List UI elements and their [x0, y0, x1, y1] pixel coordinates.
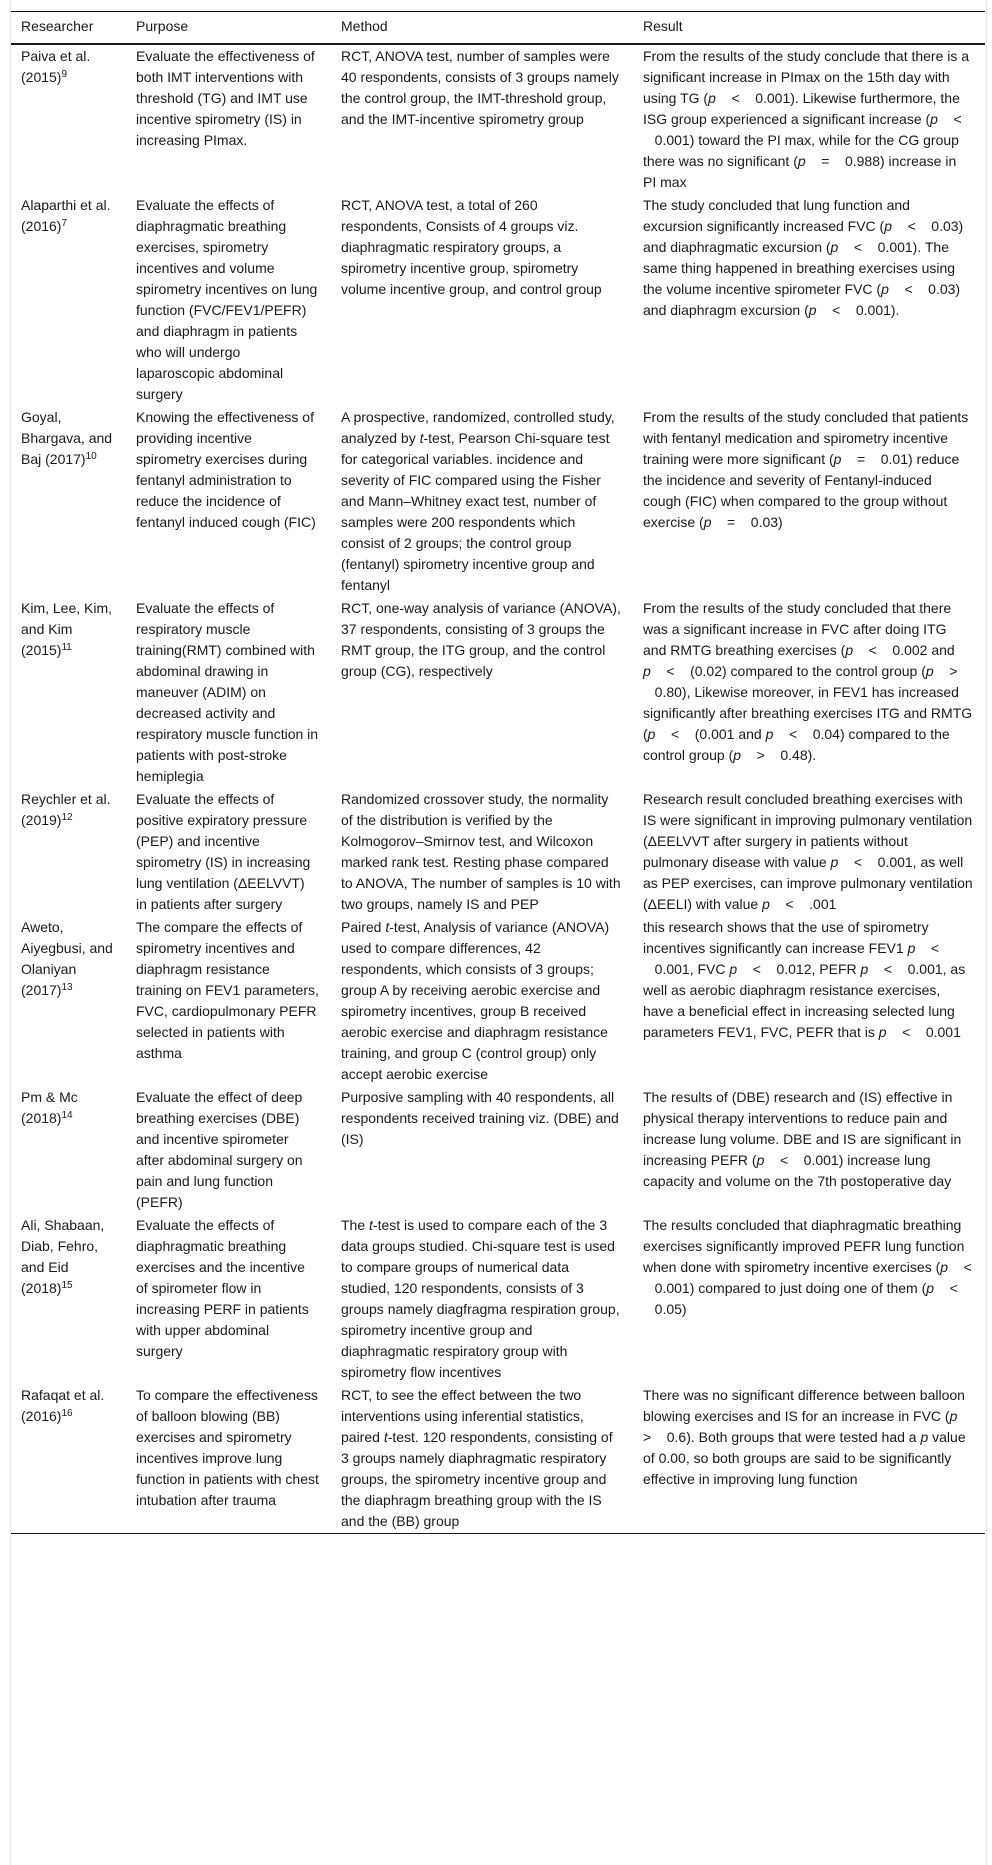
researcher-text: Ali, Shabaan, Diab, Fehro, and Eid (2018) — [21, 1217, 105, 1296]
result-text: The results concluded that diaphragmatic breathing exercises significantly improved PEFR lung function when done with spirometry incentive exercises (p < 0.001) compared to just doing one of them (p < 0.05) — [643, 1217, 972, 1317]
table-row — [11, 44, 985, 194]
purpose-cell — [126, 916, 331, 1086]
method-text: Randomized crossover study, the normality of the distribution is verified by the Kolmogorov–Smirnov test, and Wilcoxon marked rank test. Resting phase compared to ANOVA, The number of samples is 10 with two groups, namely IS and PEP — [341, 791, 621, 912]
researcher-cell — [11, 406, 126, 597]
table-row — [11, 597, 985, 788]
table-row — [11, 788, 985, 916]
reference-superscript[interactable]: 16 — [61, 1408, 73, 1419]
researcher-cell — [11, 597, 126, 788]
result-text: From the results of the study conclude that there is a significant increase in PImax on the 15th day with using TG (p < 0.001). Likewise furthermore, the ISG group experienced a significant increase (p < 0.001) toward the PI max, while for the CG group there was no significant (p = 0.988) increase in PI max — [643, 48, 970, 190]
table-row — [11, 1086, 985, 1214]
purpose-cell — [126, 194, 331, 406]
header-method: Method — [331, 12, 633, 45]
researcher-cell — [11, 1214, 126, 1384]
purpose-text: To compare the effectiveness of balloon blowing (BB) exercises and spirometry incentives improve lung function in patients with chest intubation after trauma — [136, 1387, 319, 1508]
purpose-cell — [126, 406, 331, 597]
result-cell — [633, 194, 985, 406]
result-cell — [633, 597, 985, 788]
table-row — [11, 406, 985, 597]
purpose-text: Evaluate the effects of positive expiratory pressure (PEP) and incentive spirometry (IS) in increasing lung ventilation (ΔEELVVT) in patients after surgery — [136, 791, 311, 912]
result-text: There was no significant difference between balloon blowing exercises and IS for an increase in FVC (p > 0.6). Both groups that were tested had a p value of 0.00, so both groups are said to be significantly effective in improving lung function — [643, 1387, 970, 1487]
reference-superscript[interactable]: 9 — [61, 69, 68, 80]
purpose-cell — [126, 44, 331, 194]
method-cell — [331, 597, 633, 788]
method-cell — [331, 1086, 633, 1214]
researcher-text: Reychler et al. (2019) — [21, 791, 111, 828]
method-cell — [331, 406, 633, 597]
researcher-text: Paiva et al. (2015) — [21, 48, 91, 85]
method-text: RCT, ANOVA test, number of samples were 40 respondents, consists of 3 groups namely the control group, the IMT-threshold group, and the IMT-incentive spirometry group — [341, 48, 619, 127]
result-text: From the results of the study concluded that patients with fentanyl medication and spirometry incentive training were more significant (p = 0.01) reduce the incidence and severity of Fentanyl-induced cough (FIC) when compared to the group without exercise (p = 0.03) — [643, 409, 969, 530]
researcher-cell — [11, 1384, 126, 1534]
purpose-text: Evaluate the effectiveness of both IMT interventions with threshold (TG) and IMT use incentive spirometry (IS) in increasing PImax. — [136, 48, 315, 148]
reference-superscript[interactable]: 12 — [61, 812, 73, 823]
method-cell — [331, 1384, 633, 1534]
method-text: RCT, ANOVA test, a total of 260 respondents, Consists of 4 groups viz. diaphragmatic respiratory groups, a spirometry incentive group, spirometry volume incentive group, and control group — [341, 197, 602, 297]
method-cell — [331, 916, 633, 1086]
table-row — [11, 1214, 985, 1384]
result-cell — [633, 44, 985, 194]
reference-superscript[interactable]: 7 — [61, 218, 68, 229]
result-text: Research result concluded breathing exercises with IS were significant in improving pulmonary ventilation (ΔEELVVT after surgery in patients without pulmonary disease with value p < 0.001, as well as PEP exercises, can improve pulmonary ventilation (ΔEELI) with value p < .001 — [643, 791, 973, 912]
result-cell — [633, 788, 985, 916]
result-cell — [633, 916, 985, 1086]
purpose-text: Knowing the effectiveness of providing incentive spirometry exercises during fentanyl administration to reduce the incidence of fentanyl induced cough (FIC) — [136, 409, 316, 530]
result-cell — [633, 1384, 985, 1534]
reference-superscript[interactable]: 14 — [61, 1110, 73, 1121]
method-text: The t-test is used to compare each of the 3 data groups studied. Chi-square test is used to compare groups of numerical data studied, 120 respondents, consists of 3 groups namely diagfragma respiration group, spirometry incentive group and diaphragmatic respiratory group with spirometry flow incentives — [341, 1217, 620, 1380]
method-cell — [331, 788, 633, 916]
method-text: RCT, to see the effect between the two interventions using inferential statistics, paired t-test. 120 respondents, consisting of 3 groups namely diaphragmatic respiratory groups, the spirometry incentive group and the diaphragm breathing group with the IS and the (BB) group — [341, 1387, 613, 1529]
method-text: Paired t-test, Analysis of variance (ANOVA) used to compare differences, 42 respondents, which consists of 3 groups; group A by receiving aerobic exercise and spirometry incentives, group B received aerobic exercise and diaphragm resistance training, and group C (control group) only accept aerobic exercise — [341, 919, 610, 1082]
header-purpose: Purpose — [126, 12, 331, 45]
purpose-cell — [126, 1384, 331, 1534]
header-researcher: Researcher — [11, 12, 126, 45]
method-cell — [331, 194, 633, 406]
result-text: The study concluded that lung function and excursion significantly increased FVC (p < 0.03) and diaphragmatic excursion (p < 0.001). The same thing happened in breathing exercises using the volume incentive spirometer FVC (p < 0.03) and diaphragm excursion (p < 0.001). — [643, 197, 964, 318]
result-text: The results of (DBE) research and (IS) effective in physical therapy interventions to reduce pain and increase lung volume. DBE and IS are significant in increasing PEFR (p < 0.001) increase lung capacity and volume on the 7th postoperative day — [643, 1089, 962, 1189]
header-result: Result — [633, 12, 985, 45]
table-row — [11, 916, 985, 1086]
purpose-cell — [126, 597, 331, 788]
studies-table — [11, 11, 985, 1534]
researcher-text: Goyal, Bhargava, and Baj (2017) — [21, 409, 113, 467]
researcher-text: Kim, Lee, Kim, and Kim (2015) — [21, 600, 113, 658]
researcher-cell — [11, 44, 126, 194]
table-row — [11, 1384, 985, 1534]
researcher-text: Rafaqat et al. (2016) — [21, 1387, 105, 1424]
purpose-text: Evaluate the effects of diaphragmatic breathing exercises and the incentive of spirometer flow in increasing PERF in patients with upper abdominal surgery — [136, 1217, 309, 1359]
purpose-text: Evaluate the effects of respiratory muscle training(RMT) combined with abdominal drawing in maneuver (ADIM) on decreased activity and respiratory muscle function in patients with post-stroke hemiplegia — [136, 600, 319, 784]
method-text: Purposive sampling with 40 respondents, all respondents received training viz. (DBE) and (IS) — [341, 1089, 619, 1147]
result-cell — [633, 1214, 985, 1384]
purpose-cell — [126, 1086, 331, 1214]
result-text: From the results of the study concluded that there was a significant increase in FVC after doing ITG and RMTG breathing exercises (p < 0.002 and p < (0.02) compared to the control group (p > 0.80), Likewise moreover, in FEV1 has increased significantly after breathing exercises ITG and RMTG (p < (0.001 and p < 0.04) compared to the control group (p > 0.48). — [643, 600, 973, 763]
method-cell — [331, 44, 633, 194]
purpose-text: Evaluate the effect of deep breathing exercises (DBE) and incentive spirometer after abdominal surgery on pain and lung function (PEFR) — [136, 1089, 303, 1210]
reference-superscript[interactable]: 10 — [85, 451, 97, 462]
purpose-text: The compare the effects of spirometry incentives and diaphragm resistance training on FEV1 parameters, FVC, cardiopulmonary PEFR selected in patients with asthma — [136, 919, 319, 1061]
purpose-text: Evaluate the effects of diaphragmatic breathing exercises, spirometry incentives and volume spirometry incentives on lung function (FVC/FEV1/PEFR) and diaphragm in patients who will undergo laparoscopic abdominal surgery — [136, 197, 318, 402]
reference-superscript[interactable]: 11 — [61, 642, 72, 653]
researcher-text: Pm & Mc (2018) — [21, 1089, 78, 1126]
result-text: this research shows that the use of spirometry incentives significantly can increase FEV1 p < 0.001, FVC p < 0.012, PEFR p < 0.001, as well as aerobic diaphragm resistance exercises, have a beneficial effect in increasing selected lung parameters FEV1, FVC, PEFR that is p < 0.001 — [643, 919, 966, 1040]
table-header-row — [11, 12, 985, 45]
purpose-cell — [126, 1214, 331, 1384]
researcher-cell — [11, 194, 126, 406]
researcher-cell — [11, 788, 126, 916]
method-text: RCT, one-way analysis of variance (ANOVA), 37 respondents, consisting of 3 groups the RMT group, the ITG group, and the control group (CG), respectively — [341, 600, 621, 679]
researcher-text: Alaparthi et al. (2016) — [21, 197, 111, 234]
purpose-cell — [126, 788, 331, 916]
researcher-text: Aweto, Aiyegbusi, and Olaniyan (2017) — [21, 919, 113, 998]
result-cell — [633, 1086, 985, 1214]
method-cell — [331, 1214, 633, 1384]
researcher-cell — [11, 916, 126, 1086]
table-row — [11, 194, 985, 406]
reference-superscript[interactable]: 13 — [61, 982, 73, 993]
reference-superscript[interactable]: 15 — [61, 1280, 73, 1291]
researcher-cell — [11, 1086, 126, 1214]
result-cell — [633, 406, 985, 597]
method-text: A prospective, randomized, controlled study, analyzed by t-test, Pearson Chi-square test for categorical variables. incidence and severity of FIC compared using the Fisher and Mann–Whitney exact test, number of samples were 200 respondents which consist of 2 groups; the control group (fentanyl) spirometry incentive group and fentanyl — [341, 409, 615, 593]
